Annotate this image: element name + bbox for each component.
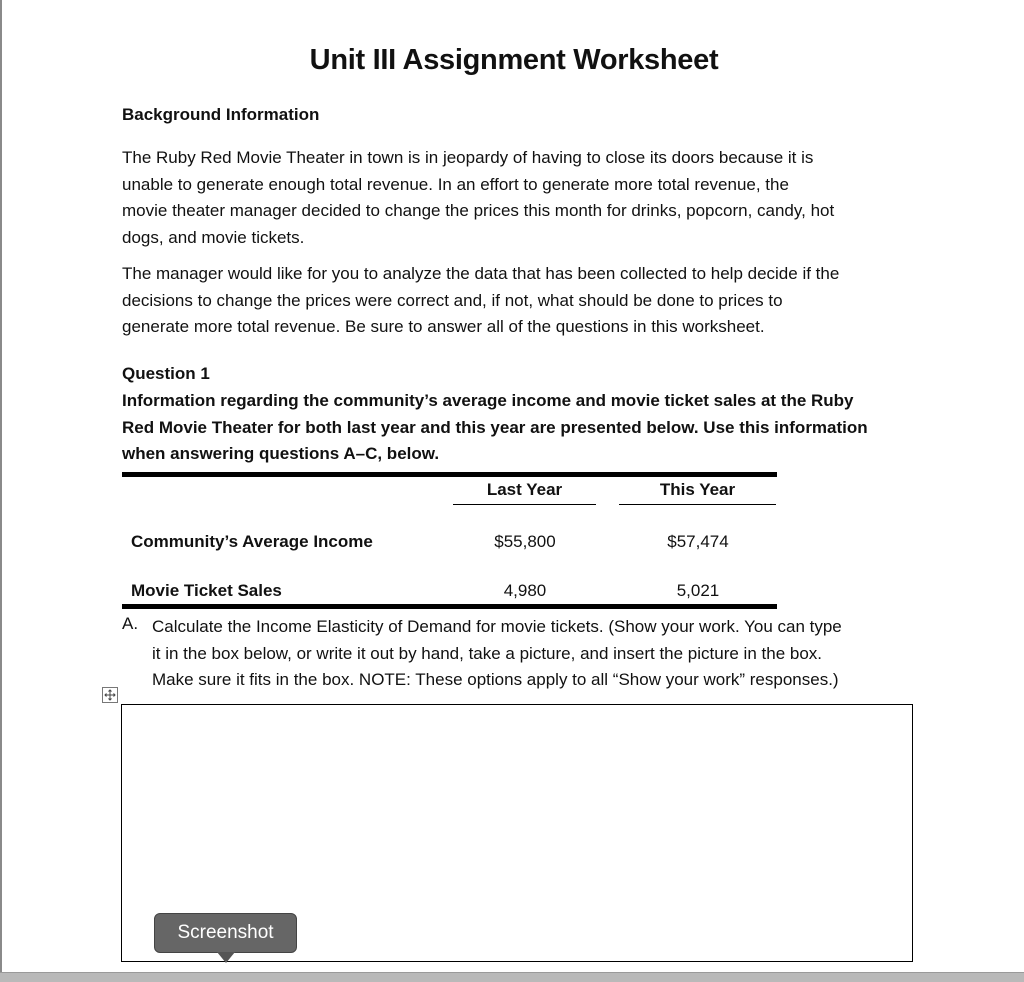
row-label-average-income: Community’s Average Income xyxy=(131,532,373,551)
part-a-marker: A. xyxy=(122,614,139,633)
background-heading: Background Information xyxy=(122,105,320,124)
text-line: The manager would like for you to analyze the data that has been collected to help decide if the xyxy=(122,264,840,283)
window-left-edge xyxy=(0,0,2,981)
column-header-this-year: This Year xyxy=(619,480,776,505)
question-1-instructions xyxy=(122,388,912,468)
text-line: it in the box below, or write it out by hand, take a picture, and insert the picture in the box. xyxy=(152,643,822,663)
cell-sales-last-year: 4,980 xyxy=(503,581,547,600)
text-line: decisions to change the prices were correct and, if not, what should be done to prices to xyxy=(122,290,783,310)
screenshot-tooltip: Screenshot xyxy=(154,913,297,953)
cell-income-last-year: $55,800 xyxy=(494,532,556,551)
row-label-ticket-sales: Movie Ticket Sales xyxy=(131,581,282,600)
text-line: The Ruby Red Movie Theater in town is in jeopardy of having to close its doors because it is xyxy=(122,148,814,167)
text-line: generate more total revenue. Be sure to answer all of the questions in this worksheet. xyxy=(122,317,765,336)
text-line: dogs, and movie tickets. xyxy=(122,227,305,247)
text-line: Red Movie Theater for both last year and this year are presented below. Use this information xyxy=(122,417,868,437)
text-line: unable to generate enough total revenue. In an effort to generate more total revenue, the xyxy=(122,174,789,194)
text-line: Calculate the Income Elasticity of Demand for movie tickets. (Show your work. You can type xyxy=(152,617,842,636)
table-top-rule xyxy=(122,472,777,477)
text-line: movie theater manager decided to change the prices this month for drinks, popcorn, candy, hot xyxy=(122,201,835,220)
background-paragraph-2 xyxy=(122,261,912,341)
text-line: Make sure it fits in the box. NOTE: These options apply to all “Show your work” responses.) xyxy=(152,670,839,689)
cell-income-this-year: $57,474 xyxy=(667,532,729,551)
move-arrows-icon xyxy=(103,688,117,702)
text-line: Information regarding the community’s average income and movie ticket sales at the Ruby xyxy=(122,391,854,410)
page-title: Unit III Assignment Worksheet xyxy=(309,44,719,76)
tooltip-pointer xyxy=(217,952,235,963)
question-1-heading: Question 1 xyxy=(122,364,210,383)
background-paragraph-1 xyxy=(122,145,912,251)
column-header-last-year: Last Year xyxy=(453,480,596,505)
part-a-text xyxy=(152,614,922,694)
cell-sales-this-year: 5,021 xyxy=(676,581,720,600)
table-bottom-rule xyxy=(122,604,777,609)
table-move-handle-icon[interactable] xyxy=(102,687,118,703)
text-line: when answering questions A–C, below. xyxy=(122,444,440,463)
